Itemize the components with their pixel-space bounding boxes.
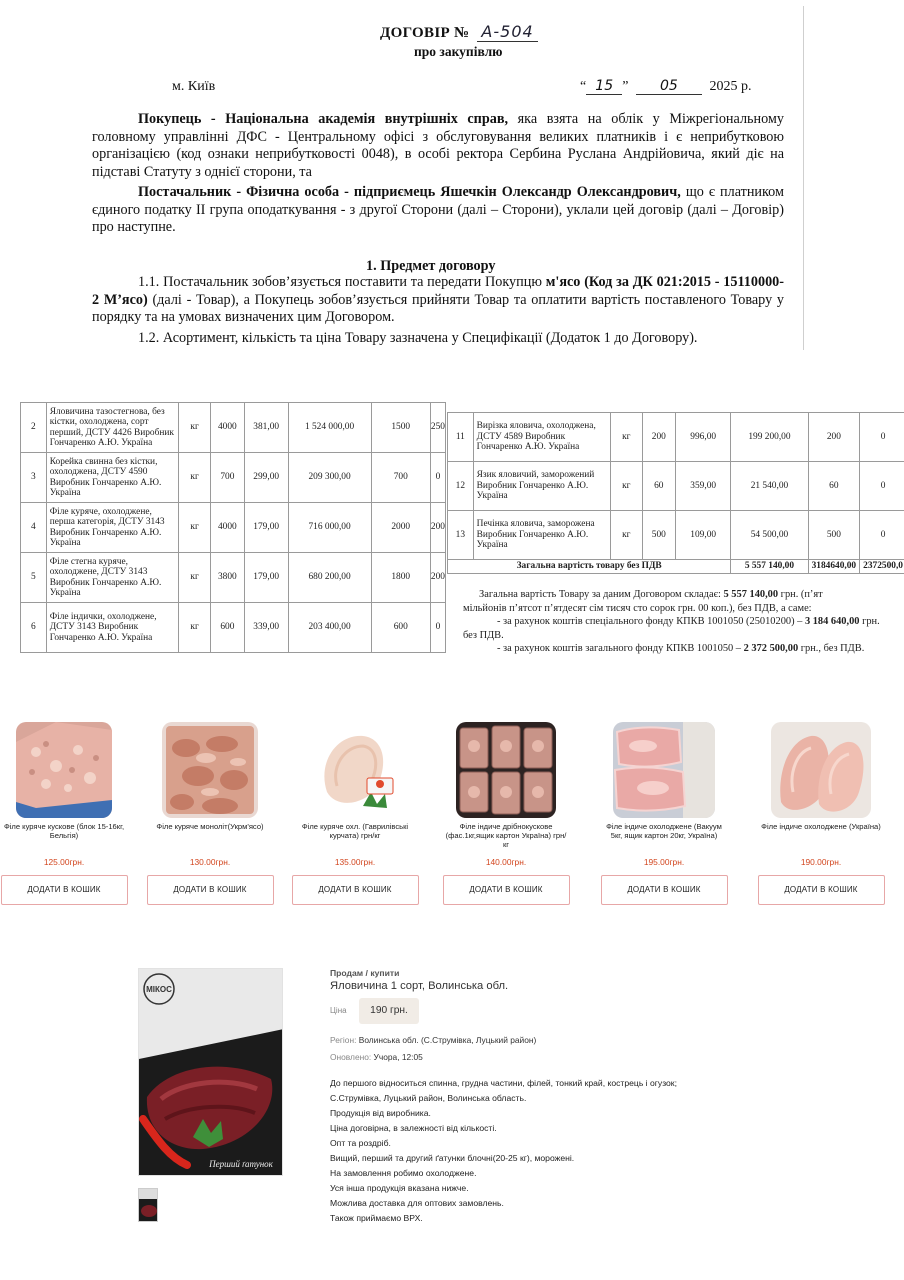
spec-cell-special: 1800: [371, 553, 430, 603]
buyer-paragraph: [92, 111, 784, 181]
spec-cell-special: 500: [808, 511, 860, 560]
supplier-text: що є платником єдиного податку ІІ група оподаткування - з другої Сторони (далі – Сторони), уклали цей договір (далі – Договір) про наступне.: [92, 184, 784, 235]
spec-table-right: [447, 412, 904, 574]
spec-cell-no: 11: [448, 413, 474, 462]
photo-caption: Перший ґатунок: [209, 1159, 273, 1169]
contract-title: [380, 22, 538, 42]
add-to-cart-button[interactable]: ДОДАТИ В КОШИК: [758, 875, 885, 905]
region-value: Волинська обл. (С.Струмівка, Луцький район): [358, 1035, 537, 1045]
add-to-cart-button[interactable]: ДОДАТИ В КОШИК: [443, 875, 570, 905]
date-year: 2025 р.: [709, 79, 752, 94]
spec-cell-qty: 60: [642, 462, 676, 511]
summary-line-5: [463, 642, 904, 656]
clause-1-2: [92, 330, 784, 348]
spec-cell-name: Філе куряче, охолоджене, перша категорія, ДСТУ 3143 Виробник Гончаренко А.Ю. Україна: [46, 503, 179, 553]
clause-1-1-bold: м'ясо (Код за ДК 021:2015 - 15110000-2 М’ясо): [92, 274, 784, 308]
date-day: 15: [586, 78, 622, 95]
clause-1-2-text: 1.2. Асортимент, кількість та ціна Товару зазначена у Специфікації (Додаток 1 до Договору).: [138, 330, 698, 346]
spec-row: [21, 403, 446, 453]
spec-cell-sum: 1 524 000,00: [288, 403, 371, 453]
spec-cell-no: 3: [21, 453, 47, 503]
general-fund-tail: грн., без ПДВ.: [798, 643, 865, 654]
product-card: [290, 712, 420, 905]
spec-cell-name: Яловичина тазостегнова, без кістки, охолоджена, сорт перший, ДСТУ 4426 Виробник Гончаренко А.Ю. Україна: [46, 403, 179, 453]
buyer-bold: Покупець - Національна академія внутрішніх справ,: [138, 111, 509, 127]
summary-total-text: Загальна вартість Товару за даним Договором складає:: [479, 589, 724, 600]
product-name[interactable]: Філе куряче кускове (блок 15-16кг, Бельгія): [3, 822, 125, 840]
spec-cell-name: Вирізка яловича, охолоджена, ДСТУ 4589 Виробник Гончаренко А.Ю. Україна: [473, 413, 610, 462]
photo-brand: МІКОС: [146, 985, 172, 994]
spec-cell-general: 200: [430, 553, 445, 603]
spec-cell-qty: 3800: [210, 553, 244, 603]
listing-category[interactable]: Продам / купити: [330, 968, 400, 978]
spec-cell-special: 200: [808, 413, 860, 462]
spec-cell-no: 13: [448, 511, 474, 560]
desc-line: Також приймаємо ВРХ.: [330, 1213, 423, 1223]
spec-cell-general: 0: [430, 603, 445, 653]
region-label: Регіон:: [330, 1035, 357, 1045]
contract-date: “ 15 ” 05 2025 р.: [580, 78, 752, 94]
section-title: 1. Предмет договору: [366, 258, 496, 274]
spec-cell-qty: 600: [210, 603, 244, 653]
product-image[interactable]: [771, 722, 871, 818]
desc-line: На замовлення робимо охолоджене.: [330, 1168, 477, 1178]
summary-line-2: мільйонів п’ятсот п’ятдесят сім тисяч сто сорок грн. 00 коп.), без ПДВ, а саме:: [463, 602, 812, 614]
special-fund-text: - за рахунок коштів спеціального фонду КПКВ 1001050 (25010200) –: [497, 616, 805, 627]
contract-title-text: ДОГОВІР №: [380, 25, 470, 41]
desc-line: Опт та роздріб.: [330, 1138, 391, 1148]
special-fund-value: 3 184 640,00: [804, 616, 860, 627]
desc-line: Можлива доставка для оптових замовлень.: [330, 1198, 504, 1208]
region-row: [330, 1035, 536, 1045]
product-card: [756, 712, 886, 905]
spec-cell-general: 0: [860, 511, 904, 560]
marketplace-listing: [0, 960, 904, 1260]
spec-total-sum: 5 557 140,00: [731, 560, 808, 574]
spec-cell-sum: 716 000,00: [288, 503, 371, 553]
spec-cell-price: 339,00: [244, 603, 288, 653]
add-to-cart-button[interactable]: ДОДАТИ В КОШИК: [601, 875, 728, 905]
product-price: 190.00грн.: [800, 857, 842, 867]
spec-cell-special: 1500: [371, 403, 430, 453]
spec-cell-special: 700: [371, 453, 430, 503]
summary-total-value: 5 557 140,00: [723, 589, 779, 600]
spec-cell-unit: кг: [611, 413, 642, 462]
page-edge-line: [803, 6, 804, 350]
add-to-cart-button[interactable]: ДОДАТИ В КОШИК: [147, 875, 274, 905]
spec-row: [448, 462, 904, 511]
spec-cell-general: 200: [430, 503, 445, 553]
spec-cell-no: 6: [21, 603, 47, 653]
supplier-paragraph: [92, 184, 784, 237]
product-card: [599, 712, 729, 905]
spec-cell-general: 0: [860, 462, 904, 511]
spec-cell-general: 0: [860, 413, 904, 462]
summary-line-1: [463, 588, 904, 602]
updated-label: Оновлено:: [330, 1052, 372, 1062]
specification: [0, 398, 904, 654]
spec-table-left: [20, 402, 446, 653]
spec-cell-no: 5: [21, 553, 47, 603]
product-image[interactable]: [456, 722, 556, 818]
price-label: Ціна: [330, 1006, 347, 1015]
product-price: 135.00грн.: [334, 857, 376, 867]
desc-line: До першого відноситься спинна, грудна частини, філей, тонкий край, кострець і огузок;: [330, 1078, 677, 1088]
spec-total-special: 3184640,00: [808, 560, 860, 574]
contract-number: А-504: [477, 22, 537, 42]
spec-row: [21, 503, 446, 553]
desc-line: Вищий, перший та другий ґатунки блочні(20-25 кг), морожені.: [330, 1153, 575, 1163]
spec-summary: [463, 588, 904, 656]
spec-cell-sum: 54 500,00: [731, 511, 808, 560]
product-card: [441, 712, 571, 905]
date-month: 05: [636, 78, 702, 95]
spec-cell-sum: 203 400,00: [288, 603, 371, 653]
spec-cell-special: 600: [371, 603, 430, 653]
spec-row: [448, 413, 904, 462]
spec-cell-price: 179,00: [244, 553, 288, 603]
add-to-cart-button[interactable]: ДОДАТИ В КОШИК: [292, 875, 419, 905]
product-name[interactable]: Філе куряче охл. (Гаврилівські курчата) грн/кг: [301, 822, 409, 840]
spec-cell-unit: кг: [179, 603, 211, 653]
product-price: 195.00грн.: [643, 857, 685, 867]
product-card: [145, 712, 275, 905]
product-price: 130.00грн.: [189, 857, 231, 867]
product-image[interactable]: [16, 722, 112, 818]
desc-line: Уся інша продукція вказана нижче.: [330, 1183, 469, 1193]
product-grid: [0, 712, 904, 922]
spec-cell-sum: 21 540,00: [731, 462, 808, 511]
general-fund-text: - за рахунок коштів загального фонду КПКВ 1001050 –: [497, 643, 744, 654]
product-name[interactable]: Філе індиче охолоджене (Вакуум 5кг, ящик картон 20кг, Україна): [606, 822, 722, 840]
spec-cell-price: 381,00: [244, 403, 288, 453]
spec-cell-special: 60: [808, 462, 860, 511]
general-fund-value: 2 372 500,00: [743, 643, 799, 654]
price-badge: 190 грн.: [359, 998, 419, 1024]
desc-line: Продукція від виробника.: [330, 1108, 431, 1118]
spec-cell-general: 0: [430, 453, 445, 503]
spec-cell-qty: 4000: [210, 503, 244, 553]
product-name[interactable]: Філе індиче охолоджене (Україна): [761, 822, 881, 831]
special-fund-tail: грн.: [859, 616, 880, 627]
clause-1-1: [92, 274, 784, 327]
desc-line: С.Струмівка, Луцький район, Волинська область.: [330, 1093, 527, 1103]
spec-cell-no: 12: [448, 462, 474, 511]
spec-cell-unit: кг: [179, 453, 211, 503]
add-to-cart-button[interactable]: ДОДАТИ В КОШИК: [1, 875, 128, 905]
clause-1-1-b: (далі - Товар), а Покупець зобов’язується прийняти Товар та оплатити вартість поставленого Товару у порядку та на умовах визначених цим Договором.: [92, 291, 784, 325]
supplier-bold: Постачальник - Фізична особа - підприємець Яшечкін Олександр Олександрович,: [138, 184, 681, 200]
spec-cell-no: 2: [21, 403, 47, 453]
product-image[interactable]: [307, 722, 403, 818]
listing-photo[interactable]: [138, 968, 283, 1176]
spec-row: [21, 553, 446, 603]
spec-cell-qty: 200: [642, 413, 676, 462]
spec-cell-unit: кг: [179, 403, 211, 453]
summary-line-4: без ПДВ.: [463, 629, 504, 641]
spec-total-label: Загальна вартість товару без ПДВ: [448, 560, 731, 574]
buyer-text: яка взята на облік у Міжрегіональному головному управлінні ДФС - Центральному офісі з обслуговування великих платників і є неприбутковою організацією (код ознаки неприбутковості 0048), в особі ректора Сербина Руслана Андрійовича, який діє на підставі Статуту з однієї сторони, та: [92, 111, 784, 180]
spec-cell-price: 179,00: [244, 503, 288, 553]
product-price: 140.00грн.: [485, 857, 527, 867]
summary-line-3: [463, 615, 904, 629]
spec-cell-unit: кг: [179, 553, 211, 603]
spec-cell-special: 2000: [371, 503, 430, 553]
spec-cell-sum: 680 200,00: [288, 553, 371, 603]
listing-description: [330, 1076, 677, 1226]
spec-cell-sum: 209 300,00: [288, 453, 371, 503]
spec-cell-general: 250: [430, 403, 445, 453]
updated-value: Учора, 12:05: [373, 1052, 423, 1062]
product-image[interactable]: [162, 722, 258, 818]
product-image[interactable]: [613, 722, 715, 818]
contract-subtitle: про закупівлю: [414, 44, 503, 59]
spec-cell-price: 109,00: [676, 511, 731, 560]
spec-cell-unit: кг: [611, 462, 642, 511]
summary-total-tail: грн. (п’ят: [778, 589, 823, 600]
product-name[interactable]: Філе індиче дрібнокускове (фас.1кг,ящик картон Україна) грн/кг: [445, 822, 567, 849]
clause-1-1-a: 1.1. Постачальник зобов’язується поставити та передати Покупцю: [138, 274, 546, 290]
spec-cell-name: Філе стегна куряче, охолоджене, ДСТУ 3143 Виробник Гончаренко А.Ю. Україна: [46, 553, 179, 603]
spec-cell-name: Печінка яловича, заморожена Виробник Гончаренко А.Ю. Україна: [473, 511, 610, 560]
spec-cell-unit: кг: [179, 503, 211, 553]
spec-total-general: 2372500,0: [860, 560, 904, 574]
spec-cell-price: 996,00: [676, 413, 731, 462]
spec-row: [448, 511, 904, 560]
spec-row: [21, 603, 446, 653]
spec-cell-name: Язик яловичий, заморожений Виробник Гончаренко А.Ю. Україна: [473, 462, 610, 511]
spec-total-row: [448, 560, 904, 574]
spec-cell-price: 359,00: [676, 462, 731, 511]
spec-cell-price: 299,00: [244, 453, 288, 503]
listing-title: Яловичина 1 сорт, Волинська обл.: [330, 980, 509, 992]
product-name[interactable]: Філе куряче моноліт(Укрм'ясо): [156, 822, 264, 831]
contract-page: [0, 0, 904, 352]
spec-cell-qty: 4000: [210, 403, 244, 453]
contract-city: м. Київ: [172, 79, 216, 94]
spec-cell-name: Корейка свинна без кістки, охолоджена, ДСТУ 4590 Виробник Гончаренко А.Ю. Україна: [46, 453, 179, 503]
spec-cell-unit: кг: [611, 511, 642, 560]
listing-thumbnail[interactable]: [138, 1188, 158, 1222]
spec-row: [21, 453, 446, 503]
spec-cell-sum: 199 200,00: [731, 413, 808, 462]
spec-cell-name: Філе індички, охолоджене, ДСТУ 3143 Виробник Гончаренко А.Ю. Україна: [46, 603, 179, 653]
desc-line: Ціна договірна, в залежності від кількості.: [330, 1123, 497, 1133]
product-card: [0, 712, 129, 905]
spec-cell-no: 4: [21, 503, 47, 553]
spec-cell-qty: 700: [210, 453, 244, 503]
spec-cell-qty: 500: [642, 511, 676, 560]
updated-row: [330, 1052, 423, 1062]
product-price: 125.00грн.: [43, 857, 85, 867]
